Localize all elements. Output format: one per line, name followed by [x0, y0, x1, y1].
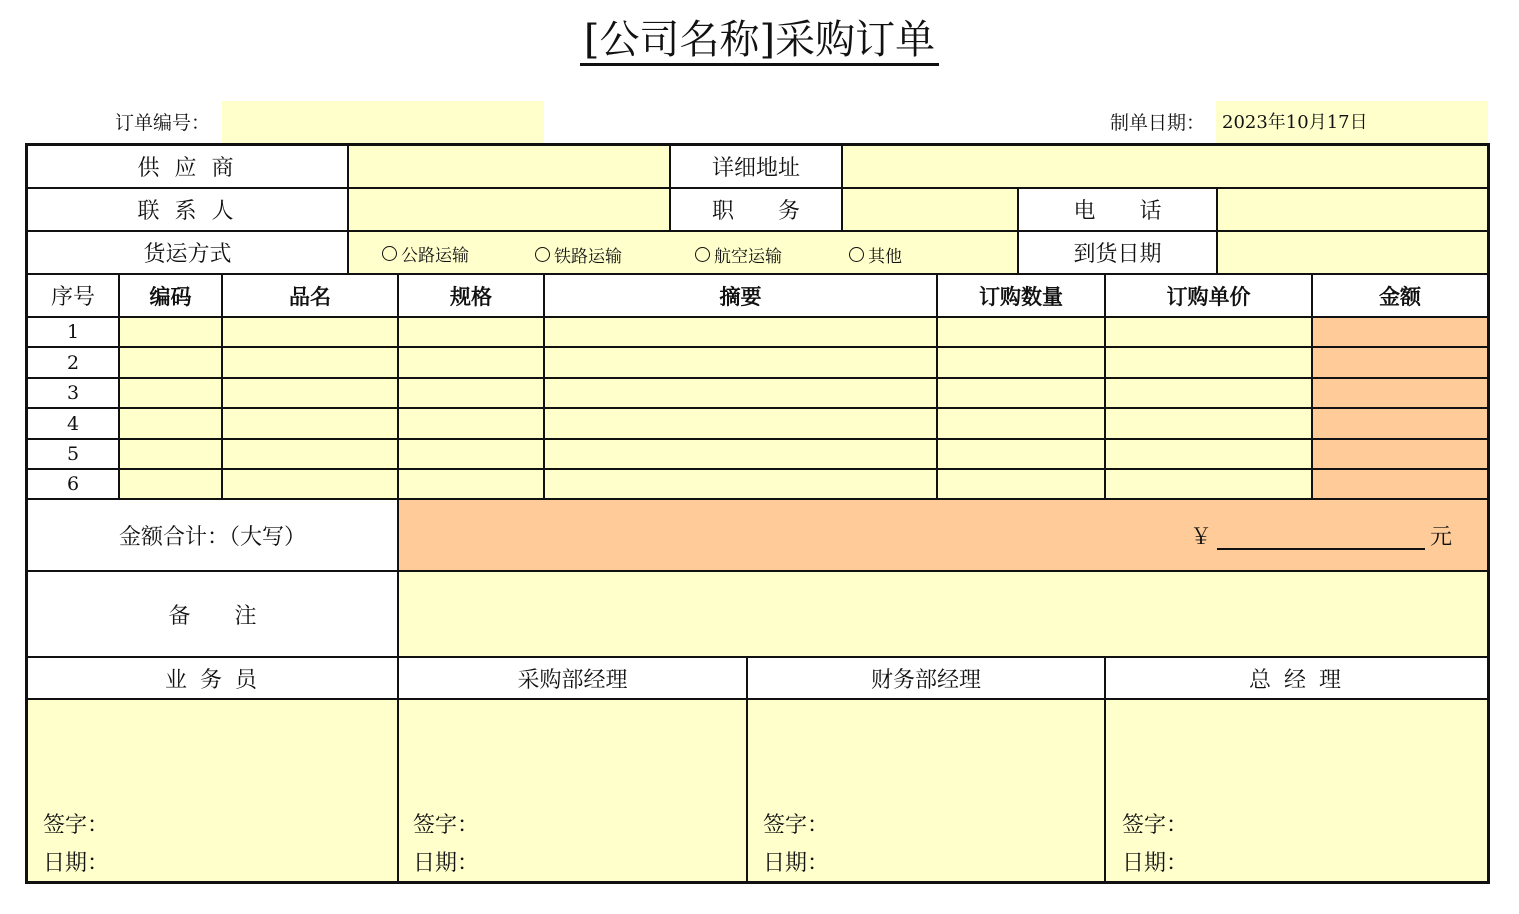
sign-label: 签字：	[1122, 813, 1189, 838]
order-number-field[interactable]	[222, 101, 544, 143]
header-unit-price: 订购单价	[1166, 284, 1251, 309]
table-row: 2	[66, 351, 80, 374]
header-summary: 摘要	[719, 284, 762, 309]
currency-symbol: ￥	[1190, 525, 1213, 550]
order-date-field[interactable]: 2023年10月17日	[1216, 101, 1488, 143]
order-date-label: 制单日期：	[1110, 112, 1206, 134]
phone-label: 电 话	[1073, 199, 1162, 224]
header-name: 品名	[289, 284, 331, 309]
phone-field[interactable]	[1217, 188, 1487, 231]
arrival-date-label: 到货日期	[1073, 242, 1162, 267]
table-row: 5	[66, 443, 80, 465]
role-finance-manager: 财务部经理	[870, 667, 981, 693]
page-title: [公司名称]采购订单	[0, 14, 1519, 66]
header-amount: 金额	[1379, 284, 1421, 309]
total-amount-field[interactable]	[398, 499, 1487, 571]
total-label: 金额合计：（大写）	[118, 524, 306, 550]
address-label: 详细地址	[711, 155, 800, 181]
radio-circle-icon	[695, 247, 710, 262]
sign-label: 签字：	[763, 813, 830, 838]
radio-other[interactable]: 其他	[849, 242, 902, 267]
remarks-field[interactable]	[398, 571, 1487, 657]
remarks-label: 备 注	[168, 603, 257, 629]
currency-unit: 元	[1430, 525, 1453, 550]
signature-fill[interactable]	[27, 699, 1487, 883]
radio-air[interactable]: 航空运输	[695, 242, 782, 267]
sign-date-label: 日期：	[763, 851, 830, 876]
table-row: 3	[66, 382, 80, 404]
radio-circle-icon	[849, 247, 864, 262]
sign-label: 签字：	[413, 813, 480, 838]
sign-label: 签字：	[43, 813, 110, 838]
position-field[interactable]	[842, 188, 1018, 231]
address-field[interactable]	[842, 145, 1487, 188]
order-number-label: 订单编号：	[115, 112, 211, 134]
position-label: 职 务	[711, 199, 800, 224]
header-code: 编码	[149, 284, 192, 309]
role-general-manager: 总 经 理	[1249, 667, 1344, 693]
arrival-date-field[interactable]	[1217, 231, 1487, 274]
radio-rail[interactable]: 铁路运输	[535, 242, 622, 267]
radio-road[interactable]: 公路运输	[382, 241, 469, 266]
table-row: 1	[66, 321, 80, 343]
sign-date-label: 日期：	[43, 851, 110, 876]
radio-circle-icon	[382, 246, 397, 261]
sign-date-label: 日期：	[413, 851, 480, 876]
contact-label: 联 系 人	[137, 199, 238, 224]
amount-underline	[1217, 548, 1425, 550]
header-quantity: 订购数量	[979, 284, 1063, 309]
shipping-label: 货运方式	[143, 242, 232, 267]
sign-date-label: 日期：	[1122, 851, 1189, 876]
table-row: 4	[66, 412, 80, 435]
supplier-label: 供 应 商	[137, 155, 238, 181]
header-spec: 规格	[450, 284, 492, 309]
role-salesperson: 业 务 员	[165, 667, 260, 693]
radio-circle-icon	[535, 247, 550, 262]
role-purchase-manager: 采购部经理	[517, 667, 628, 693]
table-row: 6	[66, 473, 80, 495]
header-seq: 序号	[50, 285, 95, 310]
